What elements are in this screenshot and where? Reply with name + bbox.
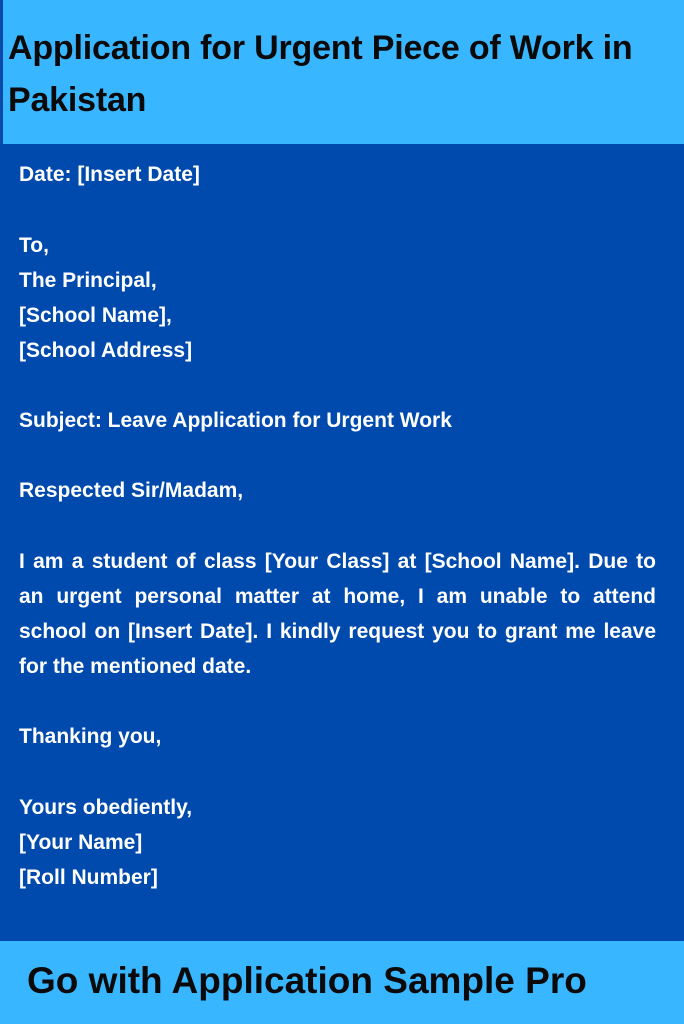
- letter-panel: [0, 144, 684, 941]
- letter-thanks: Thanking you,: [19, 725, 162, 748]
- page-title: Application for Urgent Piece of Work in Pakistan: [8, 29, 633, 119]
- letter-subject: Subject: Leave Application for Urgent Work: [19, 409, 452, 432]
- footer-brand: Go with Application Sample Pro: [27, 960, 587, 1001]
- footer-banner: [0, 941, 684, 1024]
- letter-to: To,: [19, 234, 49, 257]
- letter-school-name: [School Name],: [19, 304, 172, 327]
- letter-roll-number: [Roll Number]: [19, 866, 158, 889]
- title-banner: [0, 0, 684, 144]
- letter-school-address: [School Address]: [19, 339, 193, 362]
- letter-date: Date: [Insert Date]: [19, 163, 200, 186]
- letter-sender-name: [Your Name]: [19, 831, 143, 854]
- letter-recipient: The Principal,: [19, 269, 157, 292]
- letter-salutation: Respected Sir/Madam,: [19, 479, 244, 502]
- letter-body: I am a student of class [Your Class] at [School Name]. Due to an urgent personal matter at home, I am unable to attend school on [Insert Date]. I kindly request you to grant me leave for the mentioned date.: [19, 550, 656, 678]
- letter-closing: Yours obediently,: [19, 796, 193, 819]
